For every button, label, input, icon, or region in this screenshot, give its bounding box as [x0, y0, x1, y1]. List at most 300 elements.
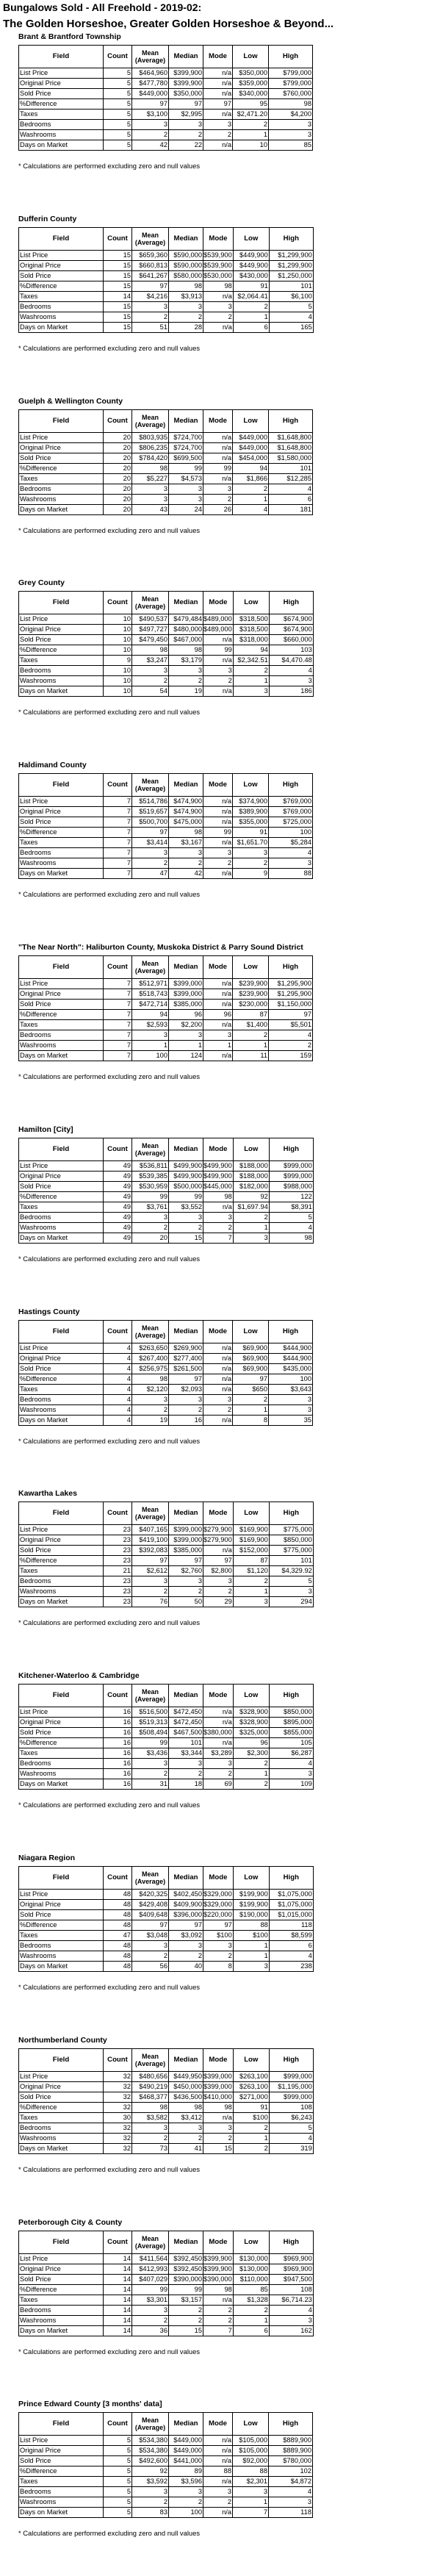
table-cell: 31 — [132, 1779, 169, 1790]
row-label: Original Price — [19, 1900, 104, 1910]
table-cell: $590,000 — [169, 261, 203, 271]
col-header-mean-label: Mean — [141, 414, 159, 421]
table-cell: $467,500 — [169, 1728, 203, 1738]
table-cell: $449,950 — [169, 2072, 203, 2082]
table-row — [19, 79, 313, 89]
table-cell: $444,900 — [269, 1343, 313, 1354]
table-cell: 2 — [203, 2316, 234, 2326]
col-header-average-label: (Average) — [134, 57, 166, 64]
table-cell: 7 — [104, 1030, 132, 1041]
table-cell: $799,000 — [269, 68, 313, 79]
calculation-note: * Calculations are performed excluding zero and null values — [18, 526, 201, 534]
col-header-low: Low — [233, 1502, 269, 1525]
region-title: Northumberland County — [18, 2036, 107, 2045]
table-cell: $385,000 — [169, 1546, 203, 1556]
col-header-field: Field — [19, 2049, 104, 2072]
table-row — [19, 312, 314, 323]
table-cell: 4 — [269, 666, 313, 676]
row-label: Original Price — [19, 2264, 104, 2275]
table-cell: $420,325 — [132, 1890, 169, 1900]
table-cell: n/a — [203, 1000, 233, 1010]
table-cell: $8,599 — [269, 1931, 313, 1941]
table-cell: 3 — [132, 1576, 169, 1587]
table-row — [19, 271, 314, 281]
table-cell: n/a — [203, 2477, 233, 2487]
calculation-note: * Calculations are performed excluding zero and null values — [18, 1255, 201, 1263]
table-cell: 3 — [203, 1576, 234, 1587]
table-cell: $2,120 — [132, 1385, 169, 1395]
table-cell: $199,900 — [233, 1890, 269, 1900]
row-label: Days on Market — [19, 505, 104, 515]
table-cell: 124 — [169, 1051, 203, 1061]
table-cell: 20 — [104, 443, 132, 453]
table-cell: 3 — [132, 1759, 169, 1769]
table-cell: $389,900 — [233, 807, 269, 817]
row-label: Washrooms — [19, 1769, 104, 1779]
table-cell: $947,500 — [269, 2275, 313, 2285]
table-cell: 32 — [104, 2072, 132, 2082]
col-header-mode: Mode — [203, 2413, 233, 2436]
row-label: Taxes — [19, 656, 104, 666]
col-header-median: Median — [169, 774, 203, 797]
table-cell: 97 — [269, 1010, 313, 1020]
table-row — [19, 635, 314, 645]
table-cell: $435,000 — [269, 1364, 313, 1374]
col-header-mean — [132, 2413, 169, 2436]
table-cell: 3 — [132, 1395, 169, 1405]
table-cell: 23 — [104, 1556, 132, 1566]
table-cell: $530,959 — [132, 1182, 169, 1192]
table-cell: $1,697.94 — [233, 1202, 269, 1213]
table-cell: 88 — [269, 869, 313, 879]
table-cell: $489,000 — [203, 625, 234, 635]
table-cell: 29 — [203, 1597, 234, 1607]
row-label: Washrooms — [19, 1587, 104, 1597]
table-cell: n/a — [203, 1343, 233, 1354]
region-section — [0, 1854, 429, 1996]
table-cell: $374,900 — [233, 797, 269, 807]
table-cell: $3,436 — [132, 1748, 169, 1759]
table-cell: $803,935 — [132, 433, 169, 443]
table-row — [19, 1587, 314, 1597]
table-cell: 4 — [269, 312, 313, 323]
row-label: Days on Market — [19, 869, 104, 879]
table-cell: 97 — [203, 99, 233, 110]
col-header-count: Count — [104, 592, 132, 614]
table-cell: $350,000 — [233, 68, 269, 79]
table-cell: $472,450 — [169, 1707, 203, 1718]
row-label: Bedrooms — [19, 1395, 104, 1405]
table-header-row — [19, 2049, 314, 2072]
table-cell: 30 — [104, 2113, 132, 2123]
table-cell: $3,048 — [132, 1931, 169, 1941]
col-header-mean — [132, 1502, 169, 1525]
table-cell: $328,900 — [233, 1707, 269, 1718]
col-header-average-label: (Average) — [134, 1696, 166, 1703]
table-row — [19, 292, 314, 302]
table-cell: $988,000 — [269, 1182, 313, 1192]
table-row — [19, 281, 314, 292]
col-header-mean — [132, 228, 169, 251]
region-title: Hastings County — [18, 1307, 80, 1316]
table-cell: 5 — [104, 2436, 132, 2446]
col-header-low: Low — [233, 228, 269, 251]
table-cell: 2 — [233, 1759, 269, 1769]
col-header-mean — [132, 46, 169, 68]
table-cell: 97 — [132, 828, 169, 838]
stats-table — [18, 1684, 314, 1790]
row-label: Sold Price — [19, 2456, 104, 2466]
table-row — [19, 1556, 314, 1566]
table-cell: 98 — [203, 1192, 234, 1202]
row-label: List Price — [19, 433, 104, 443]
table-cell: $449,000 — [233, 433, 269, 443]
table-cell: 2 — [132, 1769, 169, 1779]
table-cell: 6 — [233, 323, 269, 333]
table-cell: 98 — [132, 464, 169, 474]
table-cell: 8 — [233, 1416, 269, 1426]
table-cell: n/a — [203, 474, 233, 484]
region-title: Haldimand County — [18, 761, 87, 769]
col-header-median: Median — [169, 1502, 203, 1525]
calculation-note: * Calculations are performed excluding zero and null values — [18, 2165, 201, 2173]
table-cell: 7 — [104, 979, 132, 989]
col-header-mode: Mode — [203, 1867, 234, 1890]
table-cell: 32 — [104, 2092, 132, 2103]
table-row — [19, 1597, 314, 1607]
table-cell: $220,000 — [203, 1910, 234, 1920]
table-cell: 3 — [269, 130, 313, 140]
table-header-row — [19, 228, 314, 251]
col-header-mode: Mode — [203, 956, 233, 979]
table-cell: n/a — [203, 656, 234, 666]
table-cell: 20 — [104, 453, 132, 464]
row-label: List Price — [19, 2436, 104, 2446]
table-cell: $760,000 — [269, 89, 313, 99]
table-cell: 7 — [203, 2326, 234, 2336]
table-cell: 102 — [269, 2466, 313, 2477]
table-cell: 2 — [233, 858, 269, 869]
table-row — [19, 2306, 314, 2316]
table-row — [19, 1364, 313, 1374]
table-cell: 16 — [104, 1738, 132, 1748]
table-cell: 3 — [203, 848, 233, 858]
col-header-count: Count — [104, 2231, 132, 2254]
table-cell: 3 — [203, 484, 233, 495]
table-cell: $399,900 — [203, 2264, 234, 2275]
table-cell: 15 — [104, 281, 132, 292]
table-cell: $3,157 — [169, 2295, 203, 2306]
table-cell: $449,000 — [233, 443, 269, 453]
table-cell: 2 — [233, 1030, 269, 1041]
table-cell: 7 — [104, 869, 132, 879]
table-row — [19, 505, 313, 515]
table-cell: $100 — [203, 1931, 234, 1941]
table-cell: $480,000 — [169, 625, 203, 635]
table-cell: 10 — [104, 676, 132, 686]
stats-table — [18, 1502, 314, 1607]
table-cell: $724,700 — [169, 443, 203, 453]
table-cell: 20 — [104, 474, 132, 484]
table-cell: 4 — [269, 1951, 313, 1962]
table-cell: $399,000 — [169, 989, 203, 1000]
col-header-mean-label: Mean — [141, 2053, 159, 2060]
col-header-average-label: (Average) — [134, 785, 166, 792]
table-header-row — [19, 2413, 313, 2436]
table-cell: $2,593 — [132, 1020, 169, 1030]
table-cell: 10 — [104, 635, 132, 645]
table-cell: $2,064.41 — [233, 292, 269, 302]
page-title: Bungalows Sold - All Freehold - 2019-02: — [3, 1, 202, 13]
row-label: Washrooms — [19, 130, 104, 140]
table-cell: $5,501 — [269, 1020, 313, 1030]
row-label: Original Price — [19, 2446, 104, 2456]
table-cell: $69,900 — [233, 1343, 269, 1354]
row-label: Sold Price — [19, 1546, 104, 1556]
table-cell: $999,000 — [269, 2072, 313, 2082]
table-cell: 5 — [104, 120, 132, 130]
row-label: Bedrooms — [19, 1213, 104, 1223]
table-cell: $1,648,800 — [269, 433, 313, 443]
col-header-average-label: (Average) — [134, 2242, 166, 2250]
table-cell: $3,643 — [269, 1385, 313, 1395]
table-row — [19, 1566, 314, 1576]
table-cell: 51 — [132, 323, 169, 333]
table-cell: 9 — [233, 869, 269, 879]
table-cell: 3 — [169, 2123, 203, 2134]
table-cell: 20 — [132, 1233, 169, 1244]
region-section — [0, 2218, 429, 2361]
table-cell: $130,000 — [233, 2264, 269, 2275]
row-label: List Price — [19, 1161, 104, 1172]
table-row — [19, 2295, 314, 2306]
table-cell: $239,900 — [233, 979, 269, 989]
table-cell: $100 — [233, 1931, 269, 1941]
table-row — [19, 1738, 314, 1748]
table-cell: n/a — [203, 1020, 233, 1030]
table-cell: $519,313 — [132, 1718, 169, 1728]
table-cell: n/a — [203, 1364, 233, 1374]
table-row — [19, 2508, 313, 2518]
table-row — [19, 2275, 314, 2285]
table-row — [19, 656, 314, 666]
table-cell: $355,000 — [233, 817, 269, 828]
table-row — [19, 869, 313, 879]
table-row — [19, 1962, 314, 1972]
table-cell: $399,900 — [169, 79, 203, 89]
table-cell: $468,377 — [132, 2092, 169, 2103]
table-row — [19, 1890, 314, 1900]
table-cell: 49 — [104, 1202, 132, 1213]
table-cell: $999,000 — [269, 1161, 313, 1172]
table-cell: 3 — [269, 1395, 313, 1405]
table-cell: 23 — [104, 1535, 132, 1546]
table-cell: 94 — [233, 464, 269, 474]
table-cell: $674,900 — [269, 625, 313, 635]
table-cell: n/a — [203, 817, 233, 828]
table-cell: $269,900 — [169, 1343, 203, 1354]
table-cell: n/a — [203, 1374, 233, 1385]
table-row — [19, 1900, 314, 1910]
row-label: %Difference — [19, 828, 104, 838]
table-cell: 20 — [104, 464, 132, 474]
table-cell: $3,596 — [169, 2477, 203, 2487]
table-cell: $490,219 — [132, 2082, 169, 2092]
table-cell: 2 — [233, 1395, 269, 1405]
table-cell: 3 — [203, 1030, 233, 1041]
table-row — [19, 1041, 313, 1051]
table-cell: 4 — [104, 1354, 132, 1364]
table-cell: 7 — [104, 807, 132, 817]
table-cell: $464,960 — [132, 68, 169, 79]
table-cell: $479,484 — [169, 614, 203, 625]
table-row — [19, 2103, 314, 2113]
table-row — [19, 1030, 313, 1041]
table-cell: 1 — [233, 2497, 269, 2508]
row-label: List Price — [19, 1525, 104, 1535]
row-label: %Difference — [19, 464, 104, 474]
table-cell: n/a — [203, 433, 233, 443]
table-cell: 2 — [233, 1779, 269, 1790]
table-cell: $806,235 — [132, 443, 169, 453]
table-cell: 2 — [203, 858, 233, 869]
col-header-count: Count — [104, 2049, 132, 2072]
table-cell: 32 — [104, 2144, 132, 2154]
region-title: Kawartha Lakes — [18, 1489, 77, 1498]
table-cell: $263,100 — [233, 2072, 269, 2082]
table-cell: 3 — [233, 1962, 269, 1972]
table-cell: 3 — [132, 1030, 169, 1041]
table-cell: 3 — [132, 2123, 169, 2134]
table-cell: 99 — [132, 2285, 169, 2295]
table-cell: $350,000 — [169, 89, 203, 99]
table-cell: 97 — [169, 1920, 203, 1931]
row-label: Washrooms — [19, 312, 104, 323]
table-cell: 2 — [132, 312, 169, 323]
table-cell: $454,000 — [233, 453, 269, 464]
col-header-median: Median — [169, 410, 203, 433]
table-cell: $775,000 — [269, 1546, 313, 1556]
table-cell: 6 — [269, 1941, 313, 1951]
table-row — [19, 1748, 314, 1759]
stats-table — [18, 409, 313, 515]
table-cell: $3,179 — [169, 656, 203, 666]
table-cell: $1,295,900 — [269, 979, 313, 989]
col-header-mode: Mode — [203, 410, 233, 433]
table-cell: 2 — [132, 2134, 169, 2144]
row-label: Days on Market — [19, 323, 104, 333]
col-header-mean-label: Mean — [141, 49, 159, 57]
table-cell: $784,420 — [132, 453, 169, 464]
table-cell: 4 — [104, 1374, 132, 1385]
table-cell: 101 — [169, 1738, 203, 1748]
table-cell: $444,900 — [269, 1354, 313, 1364]
table-cell: 88 — [233, 2466, 269, 2477]
stats-table — [18, 2048, 314, 2154]
table-cell: 97 — [233, 1374, 269, 1385]
table-cell: 3 — [269, 1587, 313, 1597]
col-header-average-label: (Average) — [134, 603, 166, 610]
row-label: %Difference — [19, 1010, 104, 1020]
table-cell: $1,195,000 — [269, 2082, 313, 2092]
row-label: Sold Price — [19, 635, 104, 645]
table-cell: 5 — [104, 99, 132, 110]
col-header-field: Field — [19, 1867, 104, 1890]
col-header-mean — [132, 1138, 169, 1161]
col-header-mean-label: Mean — [141, 2417, 159, 2424]
table-cell: $130,000 — [233, 2254, 269, 2264]
table-cell: $512,971 — [132, 979, 169, 989]
table-cell: 97 — [132, 1556, 169, 1566]
table-cell: 91 — [233, 828, 269, 838]
table-row — [19, 614, 314, 625]
table-cell: 23 — [104, 1597, 132, 1607]
table-cell: $2,342.51 — [233, 656, 269, 666]
calculation-note: * Calculations are performed excluding zero and null values — [18, 1801, 201, 1809]
table-cell: 5 — [104, 2446, 132, 2456]
region-title: Brant & Brantford Township — [18, 32, 121, 41]
table-cell: 40 — [169, 1962, 203, 1972]
table-cell: 3 — [203, 302, 234, 312]
table-cell: $536,811 — [132, 1161, 169, 1172]
row-label: Taxes — [19, 1931, 104, 1941]
table-cell: $430,000 — [233, 271, 269, 281]
col-header-high: High — [269, 2413, 313, 2436]
table-cell: $1,250,000 — [269, 271, 313, 281]
table-cell: $3,247 — [132, 656, 169, 666]
table-cell: $3,552 — [169, 1202, 203, 1213]
table-cell: $3,761 — [132, 1202, 169, 1213]
table-cell: $3,412 — [169, 2113, 203, 2123]
table-cell: 2 — [203, 1587, 234, 1597]
table-cell: 97 — [132, 99, 169, 110]
col-header-mean — [132, 1321, 169, 1343]
table-cell: 4 — [104, 1343, 132, 1354]
col-header-mode: Mode — [203, 1321, 233, 1343]
table-cell: 319 — [269, 2144, 313, 2154]
table-cell: $769,000 — [269, 797, 313, 807]
table-cell: $769,000 — [269, 807, 313, 817]
col-header-high: High — [269, 1685, 313, 1707]
table-row — [19, 1395, 313, 1405]
table-cell: 2 — [203, 312, 234, 323]
table-cell: 105 — [269, 1738, 313, 1748]
region-section — [0, 2400, 429, 2542]
region-title: Niagara Region — [18, 1854, 76, 1862]
table-cell: 3 — [203, 1941, 234, 1951]
table-cell: 3 — [269, 858, 313, 869]
row-label: Days on Market — [19, 1051, 104, 1061]
table-cell: $725,000 — [269, 817, 313, 828]
region-title: Hamilton [City] — [18, 1125, 73, 1134]
calculation-note: * Calculations are performed excluding zero and null values — [18, 1983, 201, 1991]
col-header-median: Median — [169, 46, 203, 68]
row-label: Sold Price — [19, 1910, 104, 1920]
col-header-mean-label: Mean — [141, 1324, 159, 1332]
table-row — [19, 1010, 313, 1020]
table-cell: 32 — [104, 2103, 132, 2113]
table-cell: 54 — [132, 686, 169, 697]
table-cell: 2 — [233, 1576, 269, 1587]
col-header-mean-label: Mean — [141, 778, 159, 785]
table-cell: $499,900 — [169, 1172, 203, 1182]
table-cell: 14 — [104, 2295, 132, 2306]
col-header-mean — [132, 592, 169, 614]
table-cell: $396,000 — [169, 1910, 203, 1920]
table-cell: $3,092 — [169, 1931, 203, 1941]
col-header-low: Low — [233, 2413, 269, 2436]
table-cell: 5 — [104, 89, 132, 99]
